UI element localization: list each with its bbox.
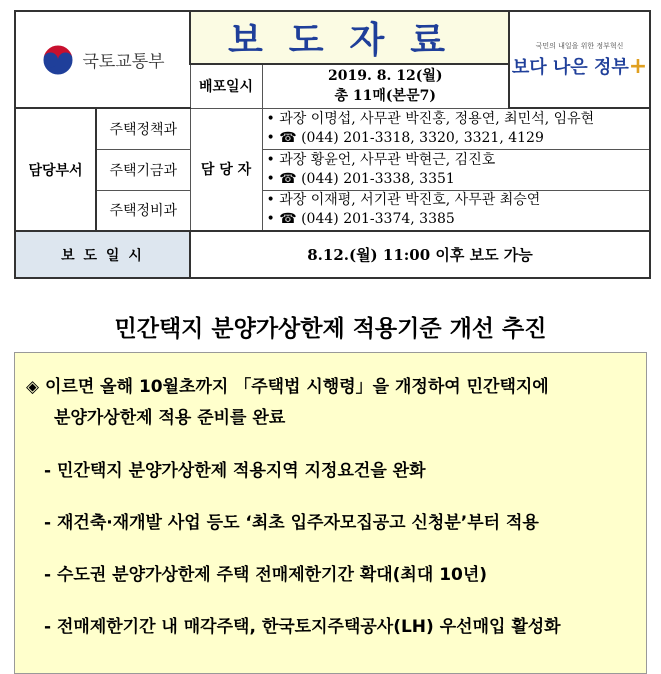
slogan-small-text: 국민의 내일을 위한 정부혁신 <box>535 41 624 50</box>
contact-staff: • 과장 이명섭, 사무관 박진홍, 정용연, 최민석, 임유현 <box>266 110 595 127</box>
ministry-logo-cell <box>15 11 190 108</box>
summary-point: - 재건축·재개발 사업 등도 ‘최초 입주자모집공고 신청분’부터 적용 <box>44 513 539 533</box>
contact-staff: • 과장 황윤언, 사무관 박현근, 김진호 <box>266 151 496 168</box>
headline: 민간택지 분양가상한제 적용기준 개선 추진 <box>114 316 547 342</box>
taegeuk-logo-icon <box>40 42 76 78</box>
summary-point: - 민간택지 분양가상한제 적용지역 지정요건을 완화 <box>44 461 426 481</box>
government-slogan-logo <box>509 11 650 108</box>
slogan-main-text: 보다 나은 정부 <box>511 56 629 78</box>
plus-icon: + <box>628 53 648 79</box>
contact-phone: • ☎ (044) 201-3338, 3351 <box>266 170 455 187</box>
contact-staff: • 과장 이재평, 서기관 박진호, 사무관 최승연 <box>266 192 541 209</box>
contact-info <box>262 190 650 231</box>
summary-point: - 수도권 분양가상한제 주택 전매제한기간 확대(최대 10년) <box>44 565 488 585</box>
distribution-info <box>262 64 509 108</box>
ministry-name: 국토교통부 <box>82 52 165 72</box>
press-release-header <box>14 10 651 279</box>
contact-info <box>262 108 650 149</box>
department-name: 주택정책과 <box>96 108 190 149</box>
department-name: 주택정비과 <box>96 190 190 231</box>
contact-label: 담 당 자 <box>190 108 262 231</box>
release-time: 8.12.(월) 11:00 이후 보도 가능 <box>190 231 650 278</box>
summary-lead-line: 분양가상한제 적용 준비를 완료 <box>54 408 286 428</box>
contact-phone: • ☎ (044) 201-3318, 3320, 3321, 4129 <box>266 129 544 146</box>
summary-lead-line: ◈ 이르면 올해 10월초까지 「주택법 시행령」을 개정하여 민간택지에 <box>26 377 549 397</box>
page-count: 총 11매(본문7) <box>334 88 436 105</box>
summary-point: - 전매제한기간 내 매각주택, 한국토지주택공사(LH) 우선매입 활성화 <box>44 617 561 637</box>
department-name: 주택기금과 <box>96 149 190 190</box>
contact-info <box>262 149 650 190</box>
document-title: 보도자료 <box>190 11 509 64</box>
department-label: 담당부서 <box>15 108 96 231</box>
distribution-label: 배포일시 <box>190 64 262 108</box>
distribution-date: 2019. 8. 12(월) <box>328 68 443 85</box>
release-label: 보 도 일 시 <box>15 231 190 278</box>
contact-phone: • ☎ (044) 201-3374, 3385 <box>266 211 455 228</box>
